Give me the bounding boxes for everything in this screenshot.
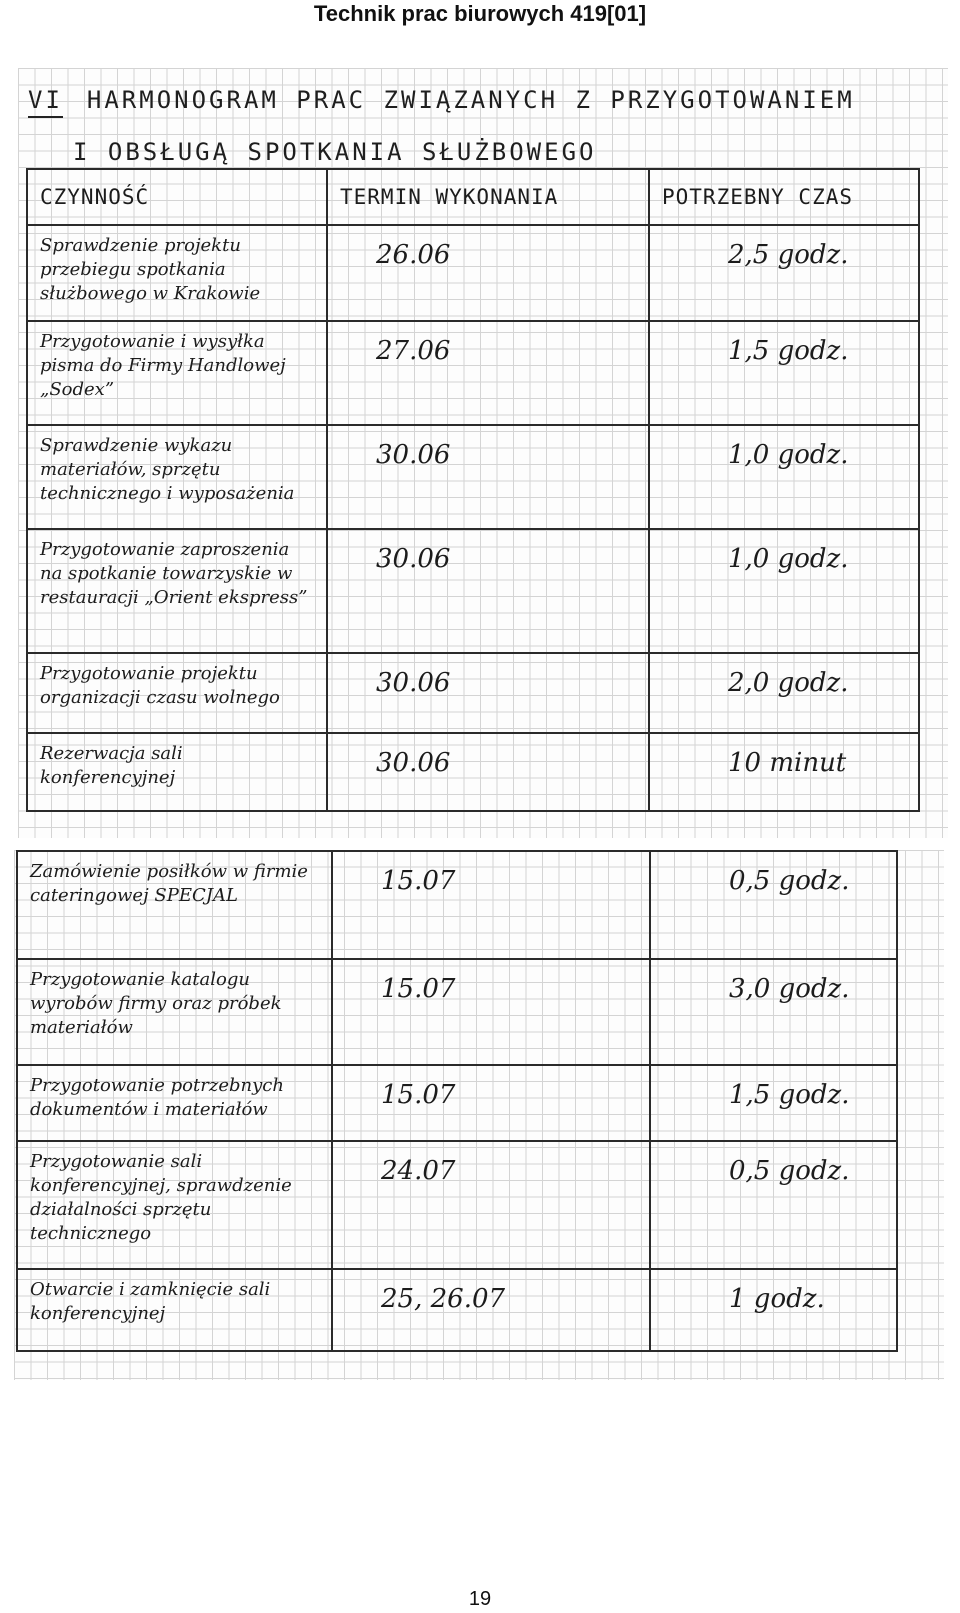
term-cell: 27.06 xyxy=(327,321,649,425)
time-cell: 1,0 godz. xyxy=(649,425,919,529)
time-cell: 10 minut xyxy=(649,733,919,811)
page-header: Technik prac biurowych 419[01] xyxy=(313,1,647,26)
page-number: 19 xyxy=(468,1588,492,1610)
time-cell: 1,5 godz. xyxy=(649,321,919,425)
activity-cell: Otwarcie i zamknięcie sali konferencyjnej xyxy=(17,1269,332,1351)
table-row xyxy=(17,959,897,1065)
term-cell: 25, 26.07 xyxy=(332,1269,650,1351)
activity-cell: Sprawdzenie projektu przebiegu spotkania służbowego w Krakowie xyxy=(27,225,327,321)
table-row xyxy=(17,851,897,959)
term-cell: 30.06 xyxy=(327,733,649,811)
heading-title-1: HARMONOGRAM PRAC ZWIĄZANYCH Z PRZYGOTOWANIEM xyxy=(86,86,855,114)
schedule-table-top xyxy=(26,168,920,812)
time-cell: 2,0 godz. xyxy=(649,653,919,733)
time-cell: 0,5 godz. xyxy=(650,1141,897,1269)
column-header-time: POTRZEBNY CZAS xyxy=(649,169,919,225)
time-cell: 2,5 godz. xyxy=(649,225,919,321)
activity-cell: Przygotowanie katalogu wyrobów firmy oraz próbek materiałów xyxy=(17,959,332,1065)
term-cell: 15.07 xyxy=(332,851,650,959)
activity-cell: Przygotowanie potrzebnych dokumentów i materiałów xyxy=(17,1065,332,1141)
activity-cell: Zamówienie posiłków w firmie cateringowej SPECJAL xyxy=(17,851,332,959)
term-cell: 30.06 xyxy=(327,529,649,653)
time-cell: 1 godz. xyxy=(650,1269,897,1351)
term-cell: 24.07 xyxy=(332,1141,650,1269)
time-cell: 1,0 godz. xyxy=(649,529,919,653)
term-cell: 30.06 xyxy=(327,653,649,733)
time-cell: 0,5 godz. xyxy=(650,851,897,959)
table-row xyxy=(27,225,919,321)
heading-line-1 xyxy=(28,86,855,118)
activity-cell: Przygotowanie sali konferencyjnej, sprawdzenie działalności sprzętu technicznego xyxy=(17,1141,332,1269)
grid-sheet-bottom xyxy=(14,850,944,1380)
table-header-row xyxy=(27,169,919,225)
heading-line-2: I OBSŁUGĄ SPOTKANIA SŁUŻBOWEGO xyxy=(73,138,597,166)
table-row xyxy=(27,733,919,811)
grid-sheet-top xyxy=(18,68,948,838)
table-row xyxy=(17,1065,897,1141)
term-cell: 15.07 xyxy=(332,1065,650,1141)
schedule-table-bottom xyxy=(16,850,898,1352)
activity-cell: Przygotowanie i wysyłka pisma do Firmy Handlowej „Sodex” xyxy=(27,321,327,425)
time-cell: 3,0 godz. xyxy=(650,959,897,1065)
column-header-activity: CZYNNOŚĆ xyxy=(27,169,327,225)
table-row xyxy=(17,1269,897,1351)
activity-cell: Przygotowanie projektu organizacji czasu wolnego xyxy=(27,653,327,733)
time-cell: 1,5 godz. xyxy=(650,1065,897,1141)
table-row xyxy=(17,1141,897,1269)
activity-cell: Rezerwacja sali konferencyjnej xyxy=(27,733,327,811)
table-row xyxy=(27,425,919,529)
heading-roman-numeral: VI xyxy=(28,86,63,118)
activity-cell: Przygotowanie zaproszenia na spotkanie towarzyskie w restauracji „Orient ekspress” xyxy=(27,529,327,653)
column-header-term: TERMIN WYKONANIA xyxy=(327,169,649,225)
term-cell: 30.06 xyxy=(327,425,649,529)
activity-cell: Sprawdzenie wykazu materiałów, sprzętu technicznego i wyposażenia xyxy=(27,425,327,529)
term-cell: 26.06 xyxy=(327,225,649,321)
table-row xyxy=(27,529,919,653)
term-cell: 15.07 xyxy=(332,959,650,1065)
table-row xyxy=(27,653,919,733)
table-row xyxy=(27,321,919,425)
